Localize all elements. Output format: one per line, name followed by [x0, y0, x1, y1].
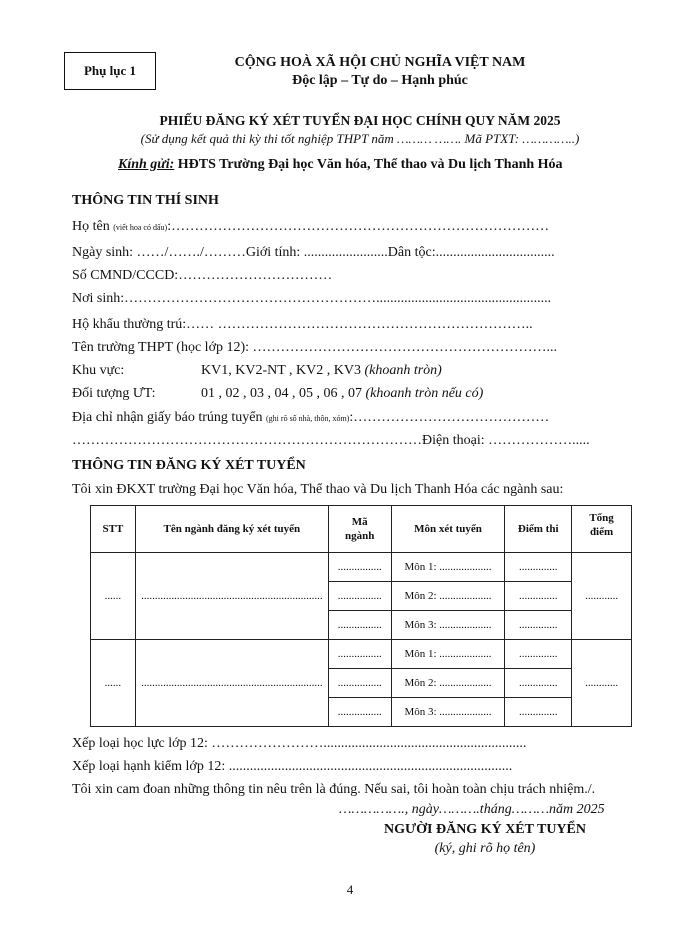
score-cell[interactable]: ..............: [505, 640, 572, 669]
form-subtitle: (Sử dụng kết quả thi kỳ thi tốt nghiệp THPT năm ……… ……. Mã PTXT: …………..): [140, 131, 580, 146]
registration-intro: Tôi xin ĐKXT trường Đại học Văn hóa, Thể thao và Du lịch Thanh Hóa các ngành sau:: [72, 482, 564, 497]
table-row: [91, 553, 632, 582]
signer-title: NGƯỜI ĐĂNG KÝ XÉT TUYỂN: [384, 822, 586, 837]
name-value: :………………………………………………………………………: [167, 219, 550, 234]
address-label: Địa chỉ nhận giấy báo trúng tuyển: [72, 410, 263, 425]
region-note: (khoanh tròn): [364, 363, 442, 378]
table-row: [91, 640, 632, 669]
col-header-total: Tổng điểm: [572, 506, 632, 553]
priority-label: Đối tượng ƯT:: [72, 386, 156, 401]
motto-heading: Độc lập – Tự do – Hạnh phúc: [292, 73, 468, 88]
id-number-field[interactable]: Số CMND/CCCD:……………………………: [72, 268, 333, 283]
major-code-cell[interactable]: ................: [328, 553, 391, 582]
priority-note: (khoanh tròn nếu có): [365, 386, 484, 401]
dob-gender-ethnicity-field[interactable]: Ngày sinh: ……/……./………Giới tính: ........................Dân tộc:..................................: [72, 245, 555, 260]
stt-cell[interactable]: ......: [91, 640, 136, 727]
conduct-rank-field[interactable]: Xếp loại hạnh kiểm lớp 12: .................................................................................: [72, 759, 513, 774]
subject-cell[interactable]: Môn 2: ...................: [391, 669, 505, 698]
page-number: 4: [346, 882, 354, 897]
region-options[interactable]: KV1, KV2-NT , KV2 , KV3: [201, 363, 361, 378]
residence-field[interactable]: Hộ khẩu thường trú:…… …………………………………………………………..: [72, 317, 533, 332]
addressee-line: [118, 157, 563, 173]
school-field[interactable]: Tên trường THPT (học lớp 12): ………………………………………………………...: [72, 340, 558, 355]
nation-heading: CỘNG HOÀ XÃ HỘI CHỦ NGHĨA VIỆT NAM: [234, 55, 526, 70]
appendix-label-box: Phụ lục 1: [64, 52, 156, 90]
region-label: Khu vực:: [72, 363, 125, 378]
subject-cell[interactable]: Môn 1: ...................: [391, 553, 505, 582]
name-label: Họ tên: [72, 219, 110, 234]
major-code-cell[interactable]: ................: [328, 640, 391, 669]
address-field[interactable]: [72, 410, 549, 426]
form-title: PHIẾU ĐĂNG KÝ XÉT TUYỂN ĐẠI HỌC CHÍNH QUY NĂM 2025: [159, 113, 561, 128]
priority-options[interactable]: 01 , 02 , 03 , 04 , 05 , 06 , 07: [201, 386, 362, 401]
major-cell[interactable]: ..................................................................: [135, 553, 328, 640]
address-phone-field[interactable]: …………………………………………………………………Điện thoại: ……………….....: [72, 433, 590, 448]
score-cell[interactable]: ..............: [505, 553, 572, 582]
major-code-cell[interactable]: ................: [328, 669, 391, 698]
address-value: :……………………………………: [349, 410, 550, 425]
stt-cell[interactable]: ......: [91, 553, 136, 640]
major-code-cell[interactable]: ................: [328, 611, 391, 640]
subject-cell[interactable]: Môn 1: ...................: [391, 640, 505, 669]
pledge-text: Tôi xin cam đoan những thông tin nêu trên là đúng. Nếu sai, tôi hoàn toàn chịu trách nhiệm./.: [72, 782, 596, 797]
score-cell[interactable]: ..............: [505, 698, 572, 727]
col-header-stt: STT: [91, 506, 136, 553]
subject-cell[interactable]: Môn 2: ...................: [391, 582, 505, 611]
major-cell[interactable]: ..................................................................: [135, 640, 328, 727]
major-code-cell[interactable]: ................: [328, 582, 391, 611]
col-header-subjects: Môn xét tuyển: [391, 506, 505, 553]
name-field[interactable]: [72, 219, 549, 235]
academic-rank-field[interactable]: Xếp loại học lực lớp 12: ……………………..........................................................: [72, 736, 527, 751]
registration-table: [90, 505, 632, 727]
birthplace-field[interactable]: Nơi sinh:………………………………………………..................................................: [72, 291, 552, 306]
addressee-name: HĐTS Trường Đại học Văn hóa, Thể thao và Du lịch Thanh Hóa: [177, 157, 563, 172]
major-code-cell[interactable]: ................: [328, 698, 391, 727]
priority-options-line[interactable]: [201, 386, 483, 402]
name-hint: (viết hoa có dấu): [113, 223, 168, 232]
subject-cell[interactable]: Môn 3: ...................: [391, 698, 505, 727]
total-cell[interactable]: ............: [572, 553, 632, 640]
col-header-score: Điểm thi: [505, 506, 572, 553]
address-hint: (ghi rõ số nhà, thôn, xóm): [266, 414, 350, 423]
registration-section-title: THÔNG TIN ĐĂNG KÝ XÉT TUYỂN: [72, 458, 306, 473]
col-header-major-code: Mã ngành: [328, 506, 391, 553]
total-cell[interactable]: ............: [572, 640, 632, 727]
score-cell[interactable]: ..............: [505, 669, 572, 698]
candidate-section-title: THÔNG TIN THÍ SINH: [72, 193, 219, 208]
score-cell[interactable]: ..............: [505, 582, 572, 611]
addressee-label: Kính gửi:: [118, 157, 175, 172]
table-header-row: [91, 506, 632, 553]
score-cell[interactable]: ..............: [505, 611, 572, 640]
subject-cell[interactable]: Môn 3: ...................: [391, 611, 505, 640]
region-options-line[interactable]: [201, 363, 442, 379]
date-line[interactable]: ……………., ngày……….tháng………năm 2025: [339, 802, 605, 817]
signer-note: (ký, ghi rõ họ tên): [434, 841, 536, 856]
col-header-major: Tên ngành đăng ký xét tuyển: [135, 506, 328, 553]
